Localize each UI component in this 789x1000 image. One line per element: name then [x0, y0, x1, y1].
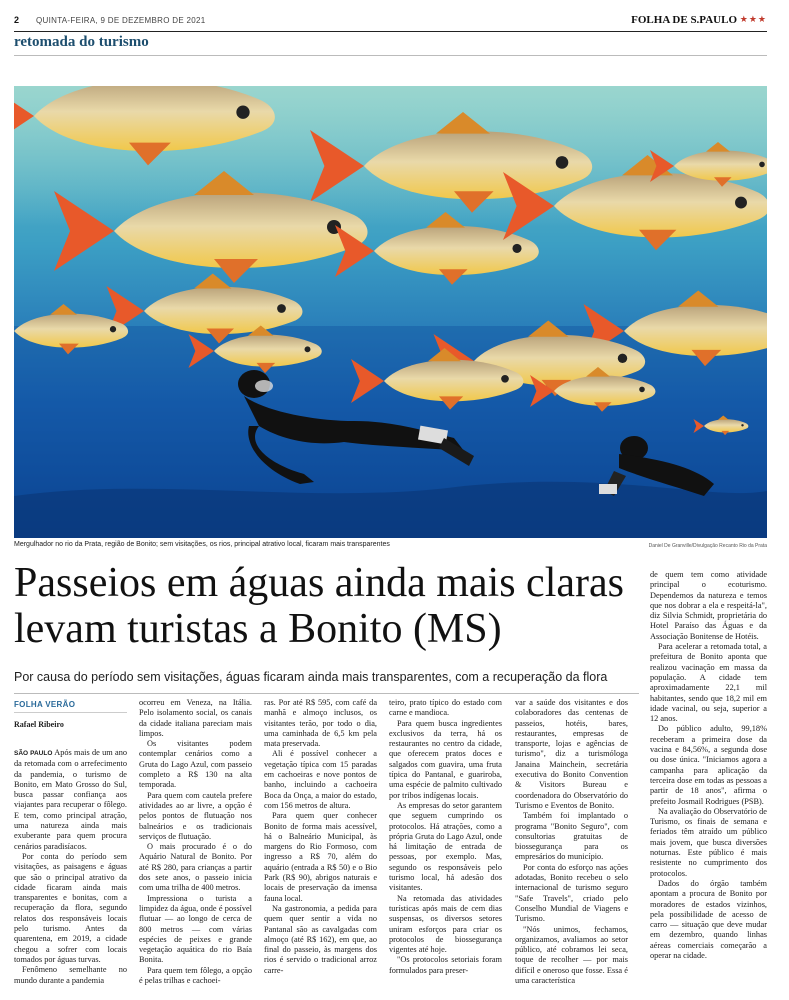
- paragraph: Para quem busca ingredientes exclusivos da terra, há os restaurantes no centro da cidade, que oferecem pratos doces e salgados com guavira, uma fruta típica do Pantanal, e guariroba, uma espécie de palmito cultivado por tribos indígenas locais.: [389, 718, 502, 800]
- page-number: 2: [14, 15, 20, 25]
- paragraph: Por conta do período sem visitações, as paisagens e águas que são o principal atrativo da cidade ficaram ainda mais transparentes e bonitas, com a recuperação da flora, segundo relatos dos responsáveis locais pelo turismo. Antes da quarentena, em 2019, a cidade chegou a sofrer com locais tomados por águas turvas.: [14, 851, 127, 964]
- paragraph: teiro, prato típico do estado com carne e mandioca.: [389, 698, 502, 718]
- paragraph: Ali é possível conhecer a vegetação típica com 15 paradas em cachoeiras e nove pontos de banho, incluindo a cachoeira Boca da Onça, a maior do estado, com 156 metros de altura.: [264, 749, 377, 810]
- article-headline: Passeios em águas ainda mais claras levam turistas a Bonito (MS): [14, 560, 624, 652]
- text-column-4: [389, 698, 502, 976]
- edition-stars: ★★★: [739, 14, 767, 24]
- paragraph: ras. Por até R$ 595, com café da manhã e almoço inclusos, os visitantes terão, por todo o dia, uma caminhada de 6,5 km pela mata preservada.: [264, 698, 377, 749]
- paragraph: Do público adulto, 99,18% receberam a primeira dose da vacina e 84,56%, a segunda dose ou dose única. "Iniciamos agora a campanha para aplicação da terceira dose em todas as pessoas a partir de 18 anos", afirma o prefeito Josmail Rodrigues (PSB).: [650, 724, 767, 806]
- text-column-1: [14, 748, 127, 986]
- paragraph: Dados do órgão também apontam a procura de Bonito por moradores de estados vizinhos, pela possibilidade de acesso de carro — situação que deve mudar em dezembro, quando linhas aéreas comerciais começarão a operar na cidade.: [650, 878, 767, 960]
- article-subhead: Por causa do período sem visitações, águas ficaram ainda mais transparentes, com a recuperação da flora: [14, 670, 608, 684]
- paragraph: Para quem tem fôlego, a opção é pelas trilhas e cachoei-: [139, 965, 252, 986]
- article-byline: Rafael Ribeiro: [14, 720, 64, 729]
- paragraph: "Os protocolos setoriais foram formulados para preser-: [389, 955, 502, 975]
- lead-photo: [14, 86, 767, 538]
- paragraph: Por conta do esforço nas ações adotadas, Bonito recebeu o selo internacional de turismo seguro "Safe Travels", criado pelo Conselho Mundial de Viagens e Turismo.: [515, 862, 628, 924]
- section-rule: [14, 55, 767, 56]
- photo-caption: Mergulhador no rio da Prata, região de Bonito; sem visitações, os rios, principal atrativo local, ficaram mais transparentes: [14, 541, 390, 548]
- photo-credit: Daniel De Granville/Divulgação Recanto Rio da Prata: [648, 543, 767, 549]
- paragraph: Na avaliação do Observatório de Turismo, os finais de semana e feriados têm atraído um público mais jovem, que busca diversões noturnas. Este público é mais resistente no cumprimento dos protocolos.: [650, 806, 767, 878]
- text-column-3: [264, 698, 377, 976]
- text-column-5: [515, 698, 628, 986]
- paragraph: Os visitantes podem contemplar cenários como a Gruta do Lago Azul, com passeio completo a R$ 130 na alta temporada.: [139, 739, 252, 790]
- paragraph: ocorreu em Veneza, na Itália. Pelo isolamento social, os canais da cidade italiana pareciam mais limpos.: [139, 698, 252, 738]
- paragraph: Na retomada das atividades turísticas após mais de cem dias suspensas, os diversos setores uniram esforços para criar os protocolos de biossegurança vigentes até hoje.: [389, 893, 502, 955]
- article-kicker: FOLHA VERÃO: [14, 700, 76, 709]
- paragraph: "Nós unimos, fechamos, organizamos, avaliamos ao setor público, até cobramos lei seca, toque de recolher — por mais difícil e oneroso que fosse. Essa é uma característica: [515, 924, 628, 986]
- paragraph: Na gastronomia, a pedida para quem quer sentir a vida no Pantanal são as cavalgadas com almoço (até R$ 162), em que, ao final do passeio, às margens dos rios é servido o tradicional arroz carre-: [264, 903, 377, 975]
- paragraph: Para quem quer conhecer Bonito de forma mais acessível, há o Balneário Municipal, às margens do Rio Formoso, com ingresso a R$ 70, além do aquário (entrada a R$ 50) e o Bio Park (R$ 90), abrigos naturais e locais de preservação da imensa fauna local.: [264, 811, 377, 903]
- header-rule: [14, 31, 767, 32]
- paragraph: de quem tem como atividade principal o ecoturismo. Dependemos da natureza e temos que nos dobrar a ela e respeitá-la", diz Silvia Schmidt, proprietária do Hotel Paraíso das Águas e da Associação Bonitense de Hotéis.: [650, 570, 767, 641]
- issue-date: QUINTA-FEIRA, 9 DE DEZEMBRO DE 2021: [36, 16, 206, 25]
- paragraph: var a saúde dos visitantes e dos colaboradores das centenas de passeios, hotéis, bares, restaurantes, empresas de transporte, lojas e agências de turismo", diz a turismóloga Janaina Mainchein, secretária executiva do Bonito Convention & Visitors Bureau e coordenadora do Observatório do Turismo e Eventos de Bonito.: [515, 698, 628, 810]
- dateline: SÃO PAULO: [14, 750, 53, 757]
- paragraph: Para quem com cautela prefere atividades ao ar livre, a opção é pelos pontos de flutuação nos balneários e os tradicionais serviços de flutuação.: [139, 790, 252, 841]
- text-column-6: [650, 570, 767, 961]
- byline-rule: [14, 712, 127, 713]
- section-title: retomada do turismo: [14, 34, 149, 50]
- paragraph: Impressiona o turista a limpidez da água, onde é possível flutuar — ao longo de cerca de 800 metros — com várias espécies de peixes e grande vegetação aquática do rio Baía Bonita.: [139, 893, 252, 965]
- paragraph: As empresas do setor garantem que seguem cumprindo os protocolos. Há atrações, como a própria Gruta do Lago Azul, onde há limitação de entrada de pessoas, por exemplo. Mas, segundo os responsáveis pelo turismo local, há adesão dos visitantes.: [389, 800, 502, 893]
- paragraph: Também foi implantado o programa "Bonito Seguro", com consultorias gratuitas de biossegurança para os empresários do município.: [515, 811, 628, 862]
- lead-paragraph: [14, 748, 127, 852]
- paragraph: Para acelerar a retomada total, a prefeitura de Bonito aponta que realizou vacinação em massa da população. A cidade tem aproximadamente 22,1 mil habitantes, sendo que 18,2 mil em idade vacinal, ou seja, superior a 12 anos.: [650, 642, 767, 724]
- lead-text: Após mais de um ano da retomada com o arrefecimento da pandemia, o turismo de Bonito, em Mato Grosso do Sul, busca passar confiança aos viajantes para recuperar o fôlego. E tem, como principal atração, uma natureza ainda mais exuberante para quem procura cenários paradisíacos.: [14, 748, 127, 851]
- masthead-logo: FOLHA DE S.PAULO: [631, 14, 737, 26]
- paragraph: O mais procurado é o do Aquário Natural de Bonito. Por até R$ 280, para crianças a partir dos sete anos, o passeio inicia com uma trilha de 400 metros.: [139, 842, 252, 893]
- text-column-2: [139, 698, 252, 986]
- page-header: [14, 14, 767, 28]
- paragraph: Fenômeno semelhante no mundo durante a pandemia: [14, 965, 127, 985]
- subhead-rule: [14, 693, 639, 694]
